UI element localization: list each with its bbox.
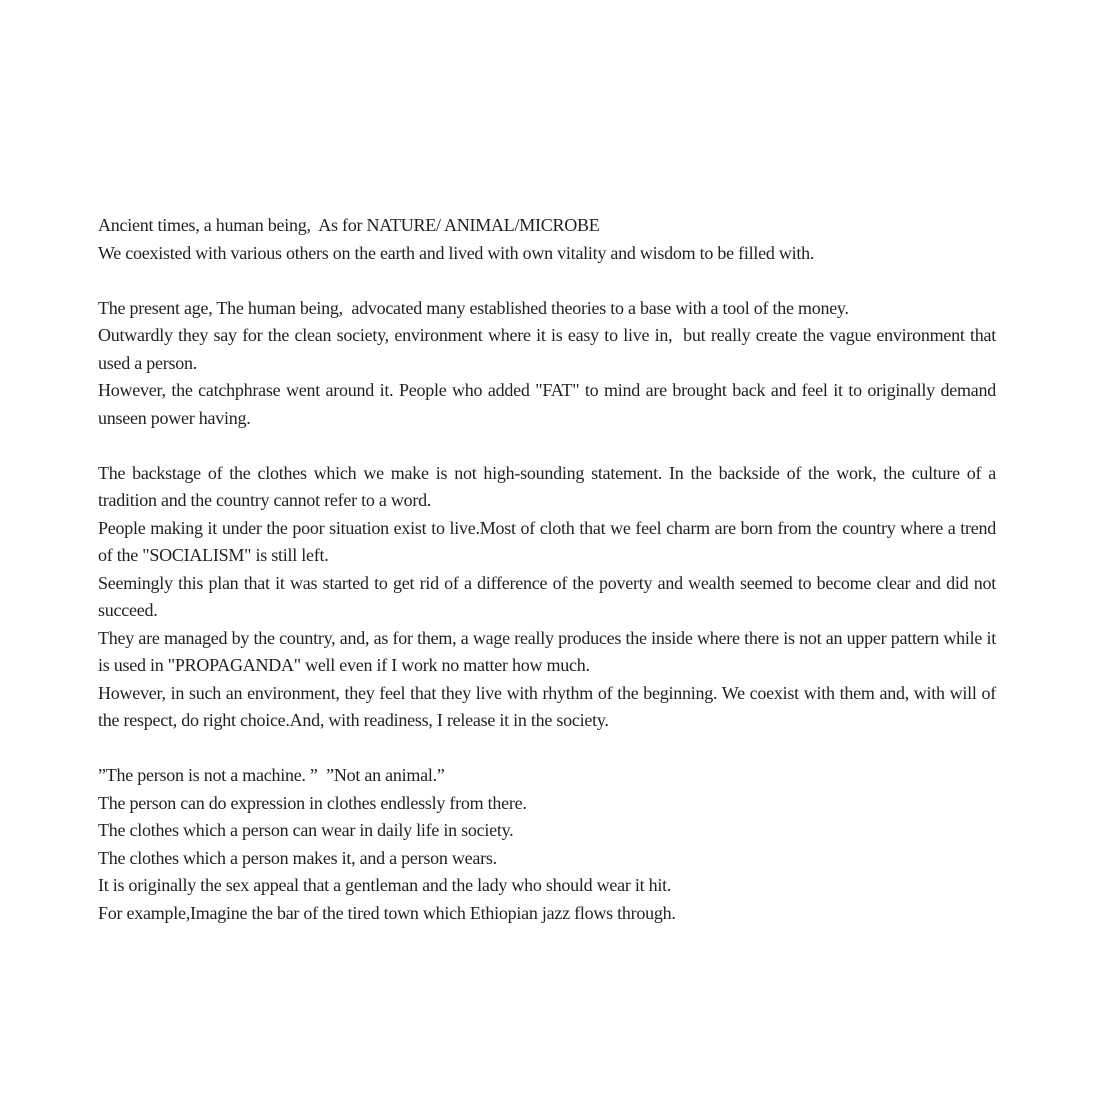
text-line: People making it under the poor situation exist to live.Most of cloth that we feel charm are born from the country where a trend of the "SOCIALISM" is still left. — [98, 517, 996, 565]
text-line: The backstage of the clothes which we make is not high-sounding statement. In the backside of the work, the culture of a tradition and the country cannot refer to a word. — [98, 462, 996, 510]
text-line: They are managed by the country, and, as for them, a wage really produces the inside where there is not an upper pattern while it is used in "PROPAGANDA" well even if I work no matter how much. — [98, 627, 996, 675]
text-line: Seemingly this plan that it was started to get rid of a difference of the poverty and wealth seemed to become clear and did not succeed. — [98, 572, 996, 620]
document-body — [98, 212, 996, 927]
text-line: Outwardly they say for the clean society, environment where it is easy to live in, but really create the vague environment that used a person. — [98, 325, 996, 373]
text-line: Ancient times, a human being, As for NATURE/ ANIMAL/MICROBE — [98, 215, 600, 235]
paragraph — [98, 295, 996, 433]
text-line: The clothes which a person can wear in daily life in society. — [98, 820, 514, 840]
text-line: The person can do expression in clothes endlessly from there. — [98, 792, 527, 813]
text-line: We coexisted with various others on the earth and lived with own vitality and wisdom to be filled with. — [98, 242, 815, 263]
text-line: However, in such an environment, they feel that they live with rhythm of the beginning. We coexist with them and, with will of the respect, do right choice.And, with readiness, I release it in the society. — [98, 682, 996, 730]
text-line: The present age, The human being, advocated many established theories to a base with a tool of the money. — [98, 297, 849, 318]
paragraph — [98, 460, 996, 735]
text-line: However, the catchphrase went around it. People who added "FAT" to mind are brought back and feel it to originally demand unseen power having. — [98, 380, 996, 428]
text-line: The clothes which a person makes it, and a person wears. — [98, 847, 497, 868]
text-line: It is originally the sex appeal that a gentleman and the lady who should wear it hit. — [98, 875, 672, 895]
paragraph — [98, 762, 996, 927]
text-line: For example,Imagine the bar of the tired town which Ethiopian jazz flows through. — [98, 902, 676, 923]
text-line: ”The person is not a machine. ” ”Not an animal.” — [98, 765, 445, 785]
paragraph — [98, 212, 996, 267]
